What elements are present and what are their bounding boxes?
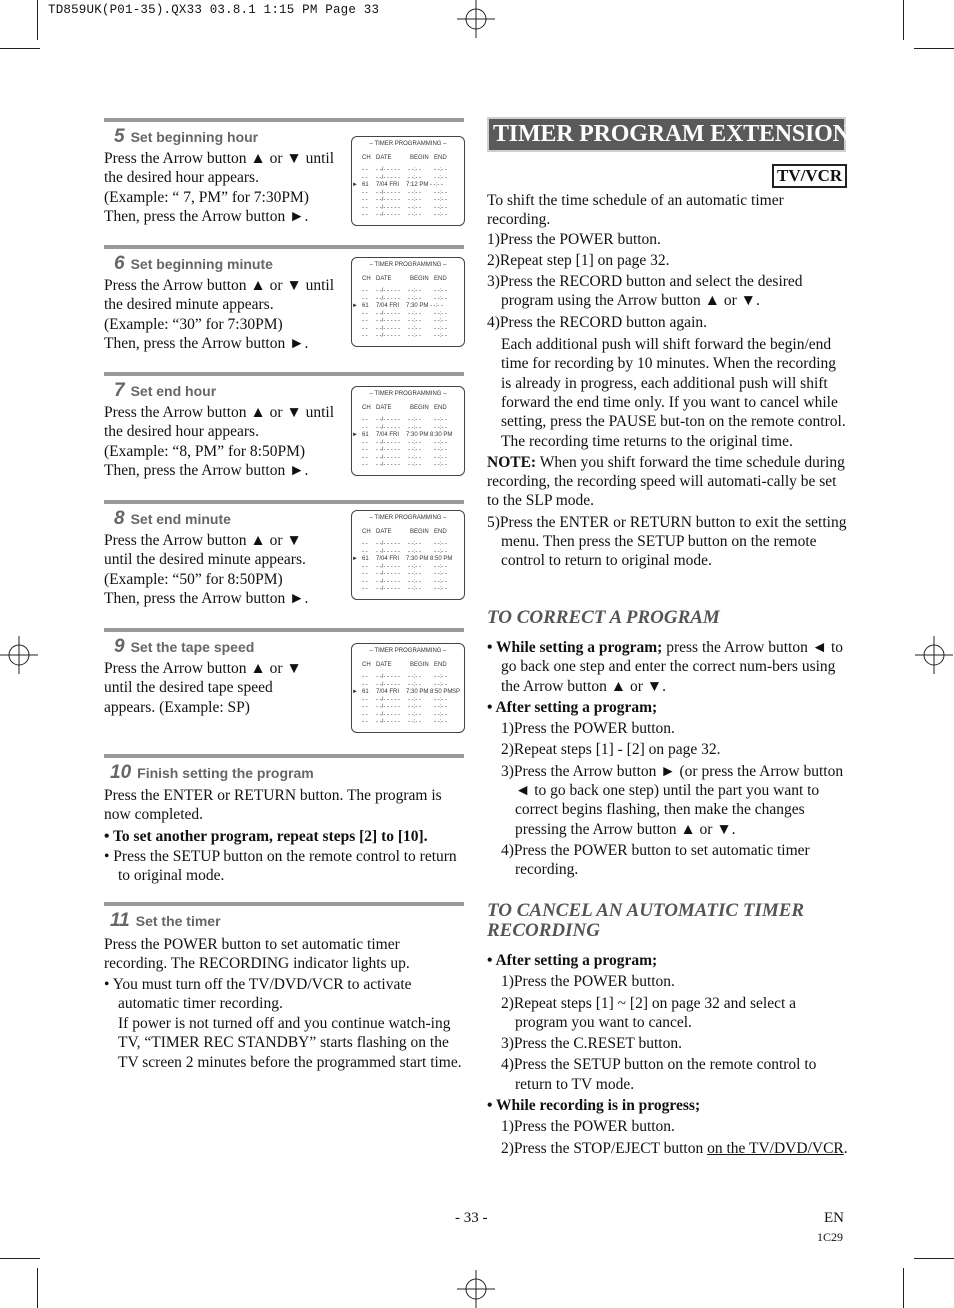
ext-step-5: 5)Press the ENTER or RETURN button to exit the setting menu. Then press the SETUP button on the remote control to return to original mode.: [487, 513, 847, 570]
step-9-text: [104, 659, 354, 717]
step-line: until the desired minute appears.: [104, 551, 306, 569]
tv-vcr-badge: TV/VCR: [772, 164, 847, 188]
step-line: Then, press the Arrow button ►.: [104, 207, 309, 225]
crop-mark-bl-v: [37, 1268, 38, 1308]
timer-programming-screen: – TIMER PROGRAMMING – CH DATE BEGIN END - - - -/- - - - - - -:- - - -:- - - - - -/- - - - - - -:- - - -:- - ► 61 7/04 FRI 7:30 PM 8:50 PM - - - -/- - - - - - -:- - - -:- - - - - -/- - - - - - -:- - - -:- - - - - -/- - - - - - -:- - - -:- - - - - -/- - - - - - -:- - - -:- -: [351, 510, 465, 600]
step-line: Press the Arrow button ▲ or ▼ until: [104, 277, 335, 294]
screen-blank-row: - - - -/- - - - - - -:- - - -:- -: [362, 318, 447, 324]
step-8-rule: [104, 500, 464, 504]
screen-rows: [352, 417, 460, 470]
step-line: Then, press the Arrow button ►.: [104, 461, 309, 479]
screen-blank-row: - - - -/- - - - - - -:- - - -:- -: [362, 439, 447, 446]
screen-blank-row: - - - -/- - - - - - -:- - - -:- -: [362, 310, 447, 317]
screen-blank-row: - - - -/- - - - - - -:- - - -:- -: [362, 189, 447, 196]
screen-blank-row: - - - -/- - - - - - -:- - - -:- -: [362, 447, 447, 453]
step-5-title: 5 Set beginning hour: [114, 126, 259, 147]
section-title: TIMER PROGRAM EXTENSION: [493, 121, 850, 147]
ext-step-1: 1)Press the POWER button.: [487, 230, 661, 248]
step-line: Press the Arrow button ▲ or ▼ until: [104, 150, 335, 167]
screen-blank-row: - - - -/- - - - - - -:- - - -:- -: [362, 674, 447, 680]
step-6-title: 6 Set beginning minute: [114, 253, 273, 274]
cancel-step-3: 3)Press the C.RESET button.: [501, 1035, 682, 1053]
extension-body: [487, 191, 849, 571]
step-8-title: 8 Set end minute: [114, 508, 231, 529]
step-line: the desired minute appears.: [104, 296, 274, 314]
recording-step-2: 2)Press the STOP/EJECT button on the TV/DVD/VCR.: [501, 1139, 848, 1157]
ext-step-2: 2)Repeat step [1] on page 32.: [487, 251, 670, 269]
step-line: Press the Arrow button ▲ or ▼ until: [104, 404, 335, 421]
cancel-step-2: 2)Repeat steps [1] ~ [2] on page 32 and select a program you want to cancel.: [501, 994, 797, 1031]
step-6-rule: [104, 245, 464, 249]
screen-blank-row: - - - -/- - - - - - -:- - - -:- -: [362, 295, 447, 302]
step-10-rule: [104, 754, 464, 758]
step-9-rule: [104, 628, 464, 632]
crop-mark-tl-h: [0, 48, 40, 49]
step-11-bullet-2: If power is not turned off and you continue watch-ing TV, “TIMER REC STANDBY” starts flashing on the TV screen 2 minutes before the programmed start time.: [118, 1015, 462, 1071]
step-10-title: 10 Finish setting the program: [110, 762, 314, 783]
step-line: the desired hour appears.: [104, 423, 259, 441]
registration-mark-top: [457, 0, 495, 38]
cancel-bullet-1: • After setting a program;: [487, 952, 658, 969]
step-line: (Example: “8, PM” for 8:50PM): [104, 442, 306, 460]
step-line: the desired hour appears.: [104, 169, 259, 187]
screen-active-row: ► 61 7/04 FRI 7:30 PM 8:30 PM: [352, 432, 453, 438]
section-banner: [487, 117, 850, 152]
step-8-text: [104, 531, 354, 608]
step-line: Press the Arrow button ▲ or ▼: [104, 660, 302, 677]
screen-title: – TIMER PROGRAMMING –: [369, 141, 447, 147]
screen-blank-row: - - - -/- - - - - - -:- - - -:- -: [362, 704, 447, 710]
step-7-title: 7 Set end hour: [114, 380, 217, 401]
screen-active-row: ► 61 7/04 FRI 7:12 PM - -:- -: [352, 182, 443, 188]
screen-blank-row: - - - -/- - - - - - -:- - - -:- -: [362, 571, 447, 577]
screen-blank-row: - - - -/- - - - - - -:- - - -:- -: [362, 174, 447, 181]
step-line: Then, press the Arrow button ►.: [104, 334, 309, 352]
timer-programming-screen: – TIMER PROGRAMMING – CH DATE BEGIN END - - - -/- - - - - - -:- - - -:- - - - - -/- - - - - - -:- - - -:- - ► 61 7/04 FRI 7:30 PM 8:50 PM SP - - - -/- - - - - - -:- - - -:- - - - - -/- - - - - - -:- - - -:- - - - - -/- - - - - - -:- - - -:- - - - - -/- - - - - - -:- - - -:- -: [351, 643, 465, 733]
step-7-rule: [104, 372, 464, 376]
crop-mark-tl-v: [37, 0, 38, 40]
step-line: until the desired tape speed: [104, 679, 273, 697]
screen-active-row: ► 61 7/04 FRI 7:30 PM 8:50 PM: [352, 556, 453, 562]
screen-blank-row: - - - -/- - - - - - -:- - - -:- -: [362, 325, 447, 332]
correct-step-4: 4)Press the POWER button to set automatic timer recording.: [501, 841, 810, 879]
registration-mark-left: [0, 636, 38, 674]
step-11-body: [104, 935, 464, 1072]
correct-step-3: 3)Press the Arrow button ► (or press the Arrow button ◄ to go back one step) until the part you want to correct begins flashing, then make the changes pressing the Arrow button ▲ or ▼.: [501, 762, 844, 838]
screen-active-row: ► 61 7/04 FRI 7:30 PM - -:- -: [352, 303, 443, 309]
crop-mark-tr-h: [914, 48, 954, 49]
cancel-timer-heading: TO CANCEL AN AUTOMATIC TIMER RECORDING: [487, 900, 805, 941]
screen-blank-row: - - - -/- - - - - - -:- - - -:- -: [362, 548, 447, 555]
crop-mark-tr-v: [903, 0, 904, 40]
ext-step-4: 4)Press the RECORD button again.: [487, 313, 707, 331]
step-11-rule: [104, 902, 464, 906]
crop-mark-br-v: [903, 1268, 904, 1308]
screen-blank-row: - - - -/- - - - - - -:- - - -:- -: [362, 578, 447, 585]
ext-step-4-detail: Each additional push will shift forward the begin/end time for recording by 10 minutes. When the recording is already in progress, each additional push will shift forward the end time only. If you want to cancel while setting, press the PAUSE but-ton on the remote control. The recording time returns to the original time.: [501, 336, 846, 450]
correct-bullet-2: • After setting a program;: [487, 698, 658, 716]
step-11-bullet-1: • You must turn off the TV/DVD/VCR to activate automatic timer recording.: [104, 975, 412, 1012]
page-number: - 33 -: [455, 1210, 488, 1226]
screen-blank-row: - - - -/- - - - - - -:- - - -:- -: [362, 204, 447, 211]
screen-blank-row: - - - -/- - - - - - -:- - - -:- -: [362, 197, 447, 203]
timer-programming-screen: – TIMER PROGRAMMING – CH DATE BEGIN END - - - -/- - - - - - -:- - - -:- - - - - -/- - - - - - -:- - - -:- - ► 61 7/04 FRI 7:30 PM - -:- - - - - -/- - - - - - -:- - - -:- - - - - -/- - - - - - -:- - - -:- - - - - -/- - - - - - -:- - - -:- - - - - -/- - - - - - -:- - - -:- -: [351, 257, 465, 347]
note: [487, 453, 849, 511]
timer-programming-screen: – TIMER PROGRAMMING – CH DATE BEGIN END - - - -/- - - - - - -:- - - -:- - - - - -/- - - - - - -:- - - -:- - ► 61 7/04 FRI 7:30 PM 8:30 PM - - - -/- - - - - - -:- - - -:- - - - - -/- - - - - - -:- - - -:- - - - - -/- - - - - - -:- - - -:- - - - - -/- - - - - - -:- - - -:- -: [351, 386, 465, 476]
screen-blank-row: - - - -/- - - - - - -:- - - -:- -: [362, 541, 447, 547]
step-10-bullet-1: • To set another program, repeat steps [2] to [10].: [104, 827, 428, 845]
step-11-para: Press the POWER button to set automatic timer recording. The RECORDING indicator lights up.: [104, 936, 410, 973]
screen-rows: [352, 167, 460, 220]
screen-blank-row: - - - -/- - - - - - -:- - - -:- -: [362, 462, 447, 468]
step-line: appears. (Example: SP): [104, 698, 250, 716]
step-line: (Example: “30” for 7:30PM): [104, 315, 283, 333]
screen-blank-row: - - - -/- - - - - - -:- - - -:- -: [362, 681, 447, 688]
recording-step-1: 1)Press the POWER button.: [501, 1118, 675, 1136]
step-11-title: 11 Set the timer: [110, 910, 221, 931]
ext-step-3: 3)Press the RECORD button and select the desired program using the Arrow button ▲ or ▼.: [487, 273, 803, 310]
cancel-timer-body: [487, 951, 849, 1158]
step-9-title: 9 Set the tape speed: [114, 636, 255, 657]
step-10-para: Press the ENTER or RETURN button. The program is now completed.: [104, 787, 442, 824]
timer-programming-screen: – TIMER PROGRAMMING – CH DATE BEGIN END - - - -/- - - - - - -:- - - -:- - - - - -/- - - - - - -:- - - -:- - ► 61 7/04 FRI 7:12 PM - -:- - - - - -/- - - - - - -:- - - -:- - - - - -/- - - - - - -:- - - -:- - - - - -/- - - - - - -:- - - -:- - - - - -/- - - - - - -:- - - -:- -: [351, 136, 465, 226]
correct-step-1: 1)Press the POWER button.: [501, 720, 675, 738]
screen-title: – TIMER PROGRAMMING –: [369, 515, 447, 521]
cancel-bullet-2: • While recording is in progress;: [487, 1097, 701, 1115]
crop-mark-br-h: [914, 1258, 954, 1259]
screen-blank-row: - - - -/- - - - - - -:- - - -:- -: [362, 563, 447, 570]
step-6-text: [104, 276, 354, 353]
screen-blank-row: - - - -/- - - - - - -:- - - -:- -: [362, 696, 447, 703]
registration-mark-right: [915, 636, 953, 674]
language-code: EN: [824, 1210, 844, 1226]
correct-bullet-1: • While setting a program; press the Arrow button ◄ to go back one step and enter the correct num-bers using the Arrow button ▲ or ▼.: [487, 639, 844, 695]
note-label: NOTE:: [487, 453, 537, 471]
screen-blank-row: - - - -/- - - - - - -:- - - -:- -: [362, 167, 447, 173]
note-text: When you shift forward the time schedule during recording, the recording speed will automati-cally be set to the SLP mode.: [487, 453, 845, 510]
screen-blank-row: - - - -/- - - - - - -:- - - -:- -: [362, 719, 447, 725]
doc-code: 1C29: [817, 1230, 844, 1244]
correct-step-2: 2)Repeat steps [1] - [2] on page 32.: [501, 741, 721, 759]
screen-blank-row: - - - -/- - - - - - -:- - - -:- -: [362, 288, 447, 294]
screen-blank-row: - - - -/- - - - - - -:- - - -:- -: [362, 454, 447, 461]
intro-text: To shift the time schedule of an automatic timer recording.: [487, 192, 784, 229]
screen-blank-row: - - - -/- - - - - - -:- - - -:- -: [362, 212, 447, 218]
screen-active-row: ► 61 7/04 FRI 7:30 PM 8:50 PM SP: [352, 689, 461, 695]
screen-rows: [352, 288, 460, 341]
correct-program-body: [487, 638, 849, 880]
step-line: Press the Arrow button ▲ or ▼: [104, 532, 302, 549]
step-10-body: [104, 786, 464, 885]
screen-title: – TIMER PROGRAMMING –: [369, 648, 447, 654]
step-5-text: [104, 149, 354, 226]
registration-mark-bottom: [457, 1270, 495, 1308]
screen-blank-row: - - - -/- - - - - - -:- - - -:- -: [362, 586, 447, 592]
screen-blank-row: - - - -/- - - - - - -:- - - -:- -: [362, 424, 447, 431]
screen-blank-row: - - - -/- - - - - - -:- - - -:- -: [362, 333, 447, 339]
crop-mark-bl-h: [0, 1258, 40, 1259]
step-7-text: [104, 403, 354, 480]
step-line: (Example: “ 7, PM” for 7:30PM): [104, 188, 309, 206]
screen-title: – TIMER PROGRAMMING –: [369, 391, 447, 397]
step-line: (Example: “50” for 8:50PM): [104, 570, 283, 588]
cancel-step-1: 1)Press the POWER button.: [501, 973, 675, 991]
screen-blank-row: - - - -/- - - - - - -:- - - -:- -: [362, 711, 447, 718]
step-10-bullet-2: • Press the SETUP button on the remote control to return to original mode.: [104, 847, 457, 885]
screen-rows: [352, 541, 460, 594]
step-5-rule: [104, 118, 464, 122]
step-line: Then, press the Arrow button ►.: [104, 589, 309, 607]
screen-rows: [352, 674, 461, 727]
screen-title: – TIMER PROGRAMMING –: [369, 262, 447, 268]
correct-program-heading: TO CORRECT A PROGRAM: [487, 607, 720, 628]
file-header: TD859UK(P01-35).QX33 03.8.1 1:15 PM Page 33: [48, 3, 380, 17]
cancel-step-4: 4)Press the SETUP button on the remote control to return to TV mode.: [501, 1056, 817, 1093]
screen-blank-row: - - - -/- - - - - - -:- - - -:- -: [362, 417, 447, 423]
